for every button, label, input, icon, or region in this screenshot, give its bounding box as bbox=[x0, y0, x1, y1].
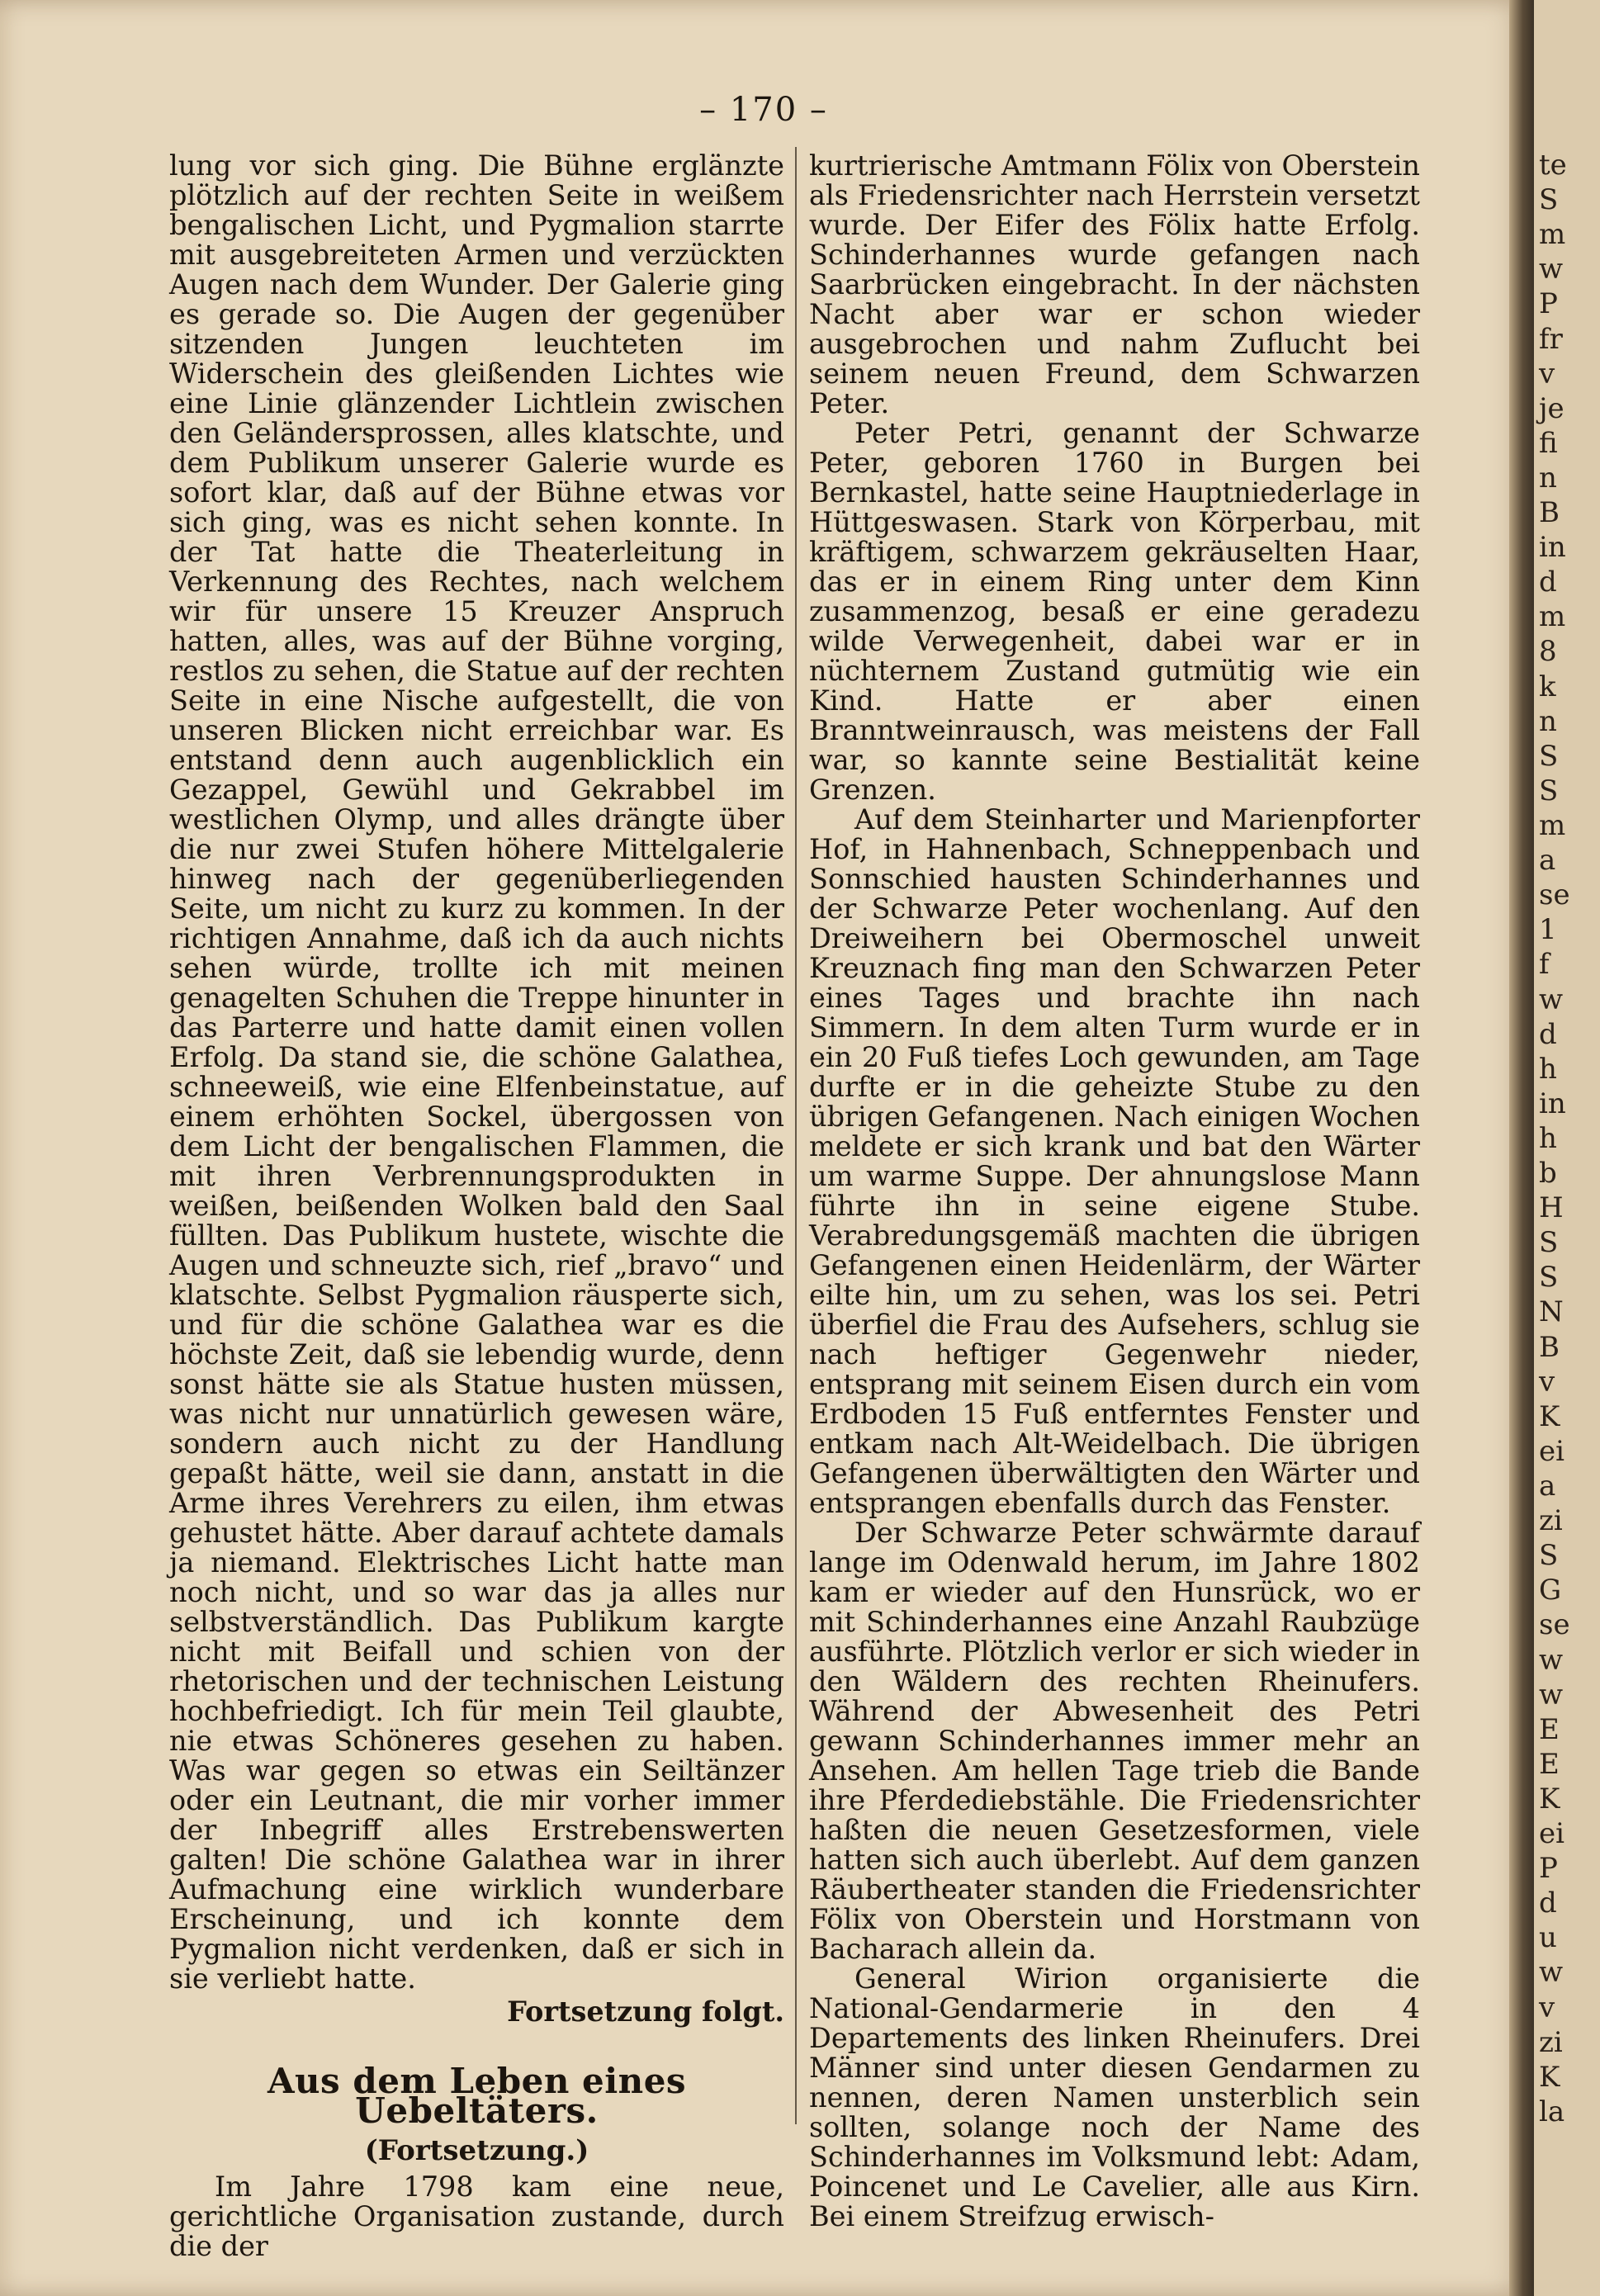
adjacent-page-fragment: S bbox=[1539, 774, 1559, 807]
adjacent-page-fragment: N bbox=[1539, 1295, 1564, 1329]
adjacent-page-fragment: K bbox=[1539, 1399, 1560, 1433]
adjacent-page-fragment: fi bbox=[1539, 426, 1558, 460]
adjacent-page-fragment: S bbox=[1539, 183, 1559, 217]
adjacent-page-fragment: la bbox=[1539, 2095, 1565, 2128]
page-number: – 170 – bbox=[699, 91, 828, 129]
adjacent-page-fragment: E bbox=[1539, 1747, 1560, 1781]
adjacent-page-fragment: te bbox=[1539, 149, 1567, 182]
adjacent-page-fragment: d bbox=[1539, 1017, 1557, 1051]
adjacent-page-fragment: 8 bbox=[1539, 635, 1557, 669]
right-paragraph-5: General Wirion organisierte die National-Gendarmerie in den 4 Departements des linken Rheinufers. Drei Männer sind unter diesen Gendarmen zu nennen, deren Namen unsterblich sein sollten, solange noch der Name des Schinderhannes im Volksmund lebt: Adam, Poincenet und Le Cavelier, alle aus Kirn. Bei einem Streifzug erwisch- bbox=[809, 1962, 1420, 2232]
adjacent-page-fragment: w bbox=[1539, 982, 1564, 1016]
adjacent-page-fragment: K bbox=[1539, 2060, 1560, 2094]
adjacent-page-fragment: v bbox=[1539, 1365, 1555, 1399]
adjacent-page-fragment: b bbox=[1539, 1157, 1557, 1191]
right-paragraph-1: kurtrierische Amtmann Fölix von Oberstein als Friedensrichter nach Herrstein versetzt wurde. Der Eifer des Fölix hatte Erfolg. Schinderhannes wurde gefangen nach Saarbrücken eingebracht. In der nächsten Nacht aber war er schon wieder ausgebrochen und nahm Zuflucht bei seinem neuen Freund, dem Schwarzen Peter. bbox=[809, 149, 1420, 419]
article-subtitle: (Fortsetzung.) bbox=[364, 2134, 589, 2167]
adjacent-page-fragment: K bbox=[1539, 1782, 1560, 1815]
left-paragraph-2: Im Jahre 1798 kam eine neue, gerichtliche Organisation zustande, durch die der bbox=[169, 2171, 784, 2262]
adjacent-page-fragment: in bbox=[1539, 1086, 1566, 1120]
book-binding-gutter bbox=[1509, 0, 1534, 2296]
adjacent-page-fragment: m bbox=[1539, 809, 1566, 842]
adjacent-page-fragment: m bbox=[1539, 600, 1566, 634]
adjacent-page-fragment: B bbox=[1539, 496, 1560, 530]
adjacent-page-fragment: u bbox=[1539, 1921, 1557, 1955]
adjacent-page-fragment: P bbox=[1539, 1852, 1558, 1886]
adjacent-page-fragment: d bbox=[1539, 566, 1557, 599]
adjacent-page-fragment: G bbox=[1539, 1574, 1562, 1607]
column-divider bbox=[795, 147, 797, 2124]
adjacent-page-fragment: f bbox=[1539, 948, 1550, 982]
adjacent-page-fragment: S bbox=[1539, 1261, 1559, 1295]
adjacent-page-fragment: w bbox=[1539, 1678, 1564, 1711]
adjacent-page-fragment: ei bbox=[1539, 1817, 1564, 1851]
adjacent-page-fragment: H bbox=[1539, 1191, 1564, 1225]
adjacent-page-fragment: P bbox=[1539, 287, 1558, 321]
adjacent-page-fragment: n bbox=[1539, 704, 1557, 738]
adjacent-page-fragment: E bbox=[1539, 1712, 1560, 1746]
adjacent-page-fragment: ei bbox=[1539, 1434, 1564, 1468]
adjacent-page-fragment: zi bbox=[1539, 2025, 1563, 2059]
adjacent-page-fragment: in bbox=[1539, 531, 1566, 565]
adjacent-page-fragment: m bbox=[1539, 218, 1566, 252]
left-column bbox=[169, 151, 784, 2261]
adjacent-page-fragment: S bbox=[1539, 1539, 1559, 1573]
adjacent-page-fragment: se bbox=[1539, 878, 1570, 912]
continuation-note: Fortsetzung folgt. bbox=[507, 1995, 784, 2028]
adjacent-page-fragment: a bbox=[1539, 844, 1556, 878]
adjacent-page-fragment: h bbox=[1539, 1052, 1557, 1086]
right-column bbox=[809, 151, 1420, 2232]
adjacent-page-fragment: 1 bbox=[1539, 913, 1557, 947]
right-paragraph-3: Auf dem Steinharter und Marienpforter Hof, in Hahnenbach, Schneppenbach und Sonnschied hausten Schinderhannes und der Schwarze Peter wochenlang. Auf den Dreiweihern bei Obermoschel unweit Kreuznach fing man den Schwarzen Peter eines Tages und brachte ihn nach Simmern. In dem alten Turm wurde er in ein 20 Fuß tiefes Loch gewunden, am Tage durfte er in die geheizte Stube zu den übrigen Gefangenen. Nach einigen Wochen meldete er sich krank und bat den Wärter um warme Suppe. Der ahnungslose Mann führte ihn in seine eigene Stube. Verabredungsgemäß machten die übrigen Gefangenen einen Heidenlärm, der Wärter eilte hin, um zu sehen, was los sei. Petri überfiel die Frau des Aufsehers, schlug sie nach heftiger Gegenwehr nieder, entsprang mit seinem Eisen durch ein vom Erdboden 15 Fuß entferntes Fenster und entkam nach Alt-Weidelbach. Die übrigen Gefangenen überwältigten den Wärter und entsprangen ebenfalls durch das Fenster. bbox=[809, 803, 1420, 1519]
adjacent-page-fragment: d bbox=[1539, 1887, 1557, 1920]
right-paragraph-4: Der Schwarze Peter schwärmte darauf lange im Odenwald herum, im Jahre 1802 kam er wieder auf den Hunsrück, wo er mit Schinderhannes eine Anzahl Raubzüge ausführte. Plötzlich verlor er sich wieder in den Wäldern des rechten Rheinufers. Während der Abwesenheit des Petri gewann Schinderhannes immer mehr an Ansehen. Am hellen Tage trieb die Bande ihre Pferdediebstähle. Die Friedensrichter haßten die neuen Gesetzesformen, viele hatten sich auch überlebt. Auf dem ganzen Räubertheater standen die Friedensrichter Fölix von Oberstein und Horstmann von Bacharach allein da. bbox=[809, 1517, 1420, 1965]
left-paragraph-1: lung vor sich ging. Die Bühne erglänzte plötzlich auf der rechten Seite in weißem bengalischen Licht, und Pygmalion starrte mit ausgebreiteten Armen und verzückten Augen nach dem Wunder. Der Galerie ging es gerade so. Die Augen der gegenüber sitzenden Jungen leuchteten im Widerschein des gleißenden Lichtes wie eine Linie glänzender Lichtlein zwischen den Geländersprossen, alles klatschte, und dem Publikum unserer Galerie wurde es sofort klar, daß auf der Bühne etwas vor sich ging, was es nicht sehen konnte. In der Tat hatte die Theaterleitung in Verkennung des Rechtes, nach welchem wir für unsere 15 Kreuzer Anspruch hatten, alles, was auf der Bühne vorging, restlos zu sehen, die Statue auf der rechten Seite in eine Nische aufgestellt, die von unseren Blicken nicht erreichbar war. Es entstand denn auch augenblicklich ein Gezappel, Gewühl und Gekrabbel im westlichen Olymp, und alles drängte über die nur zwei Stufen höhere Mittelgalerie hinweg nach der gegenüberliegenden Seite, um nicht zu kurz zu kommen. In der richtigen Annahme, daß ich da auch nichts sehen würde, trollte ich mit meinen genagelten Schuhen die Treppe hinunter in das Parterre und hatte damit einen vollen Erfolg. Da stand sie, die schöne Galathea, schneeweiß, wie eine Elfenbeinstatue, auf einem erhöhten Sockel, übergossen von dem Licht der bengalischen Flammen, die mit ihren Verbrennungsprodukten in weißen, beißenden Wolken bald den Saal füllten. Das Publikum hustete, wischte die Augen und schneuzte sich, rief „bravo“ und klatschte. Selbst Pygmalion räusperte sich, und für die schöne Galathea war es die höchste Zeit, daß sie lebendig wurde, denn sonst hätte sie als Statue husten müssen, was nicht nur unnatürlich gewesen wäre, sondern auch nicht zu der Handlung gepaßt hätte, weil sie dann, anstatt in die Arme ihres Verehrers zu eilen, ihm etwas gehustet hätte. Aber darauf achtete damals ja niemand. Elektrisches Licht hatte man noch nicht, und so war das ja alles nur selbstverständlich. Das Publikum kargte nicht mit Beifall und schien von der rhetorischen und der technischen Leistung hochbefriedigt. Ich für mein Teil glaubte, nie etwas Schöneres gesehen zu haben. Was war gegen so etwas ein Seiltänzer oder ein Leutnant, die mir vorher immer der Inbegriff alles Erstrebenswerten galten! Die schöne Galathea war in ihrer Aufmachung eine wirklich wunderbare Erscheinung, und ich konnte dem Pygmalion nicht verdenken, daß er sich in sie verliebt hatte. bbox=[169, 149, 784, 1995]
adjacent-page-fragment: w bbox=[1539, 1956, 1564, 1990]
adjacent-page-fragment: se bbox=[1539, 1608, 1570, 1642]
adjacent-page-fragment: S bbox=[1539, 1226, 1559, 1260]
adjacent-page-fragment: w bbox=[1539, 253, 1564, 286]
adjacent-page-edge bbox=[1534, 0, 1600, 2296]
adjacent-page-fragment: v bbox=[1539, 1991, 1555, 2024]
adjacent-page-fragment: S bbox=[1539, 739, 1559, 773]
adjacent-page-fragment: v bbox=[1539, 357, 1555, 391]
adjacent-page-fragment: w bbox=[1539, 1643, 1564, 1677]
adjacent-page-fragment: je bbox=[1539, 391, 1564, 425]
adjacent-page-fragment: n bbox=[1539, 461, 1557, 495]
adjacent-page-fragment: B bbox=[1539, 1330, 1560, 1364]
adjacent-page-fragment: zi bbox=[1539, 1504, 1563, 1538]
adjacent-page-fragment: k bbox=[1539, 670, 1556, 703]
article-title: Aus dem Leben eines Uebeltäters. bbox=[267, 2061, 687, 2131]
adjacent-page-fragment: h bbox=[1539, 1121, 1557, 1155]
adjacent-page-fragment: a bbox=[1539, 1470, 1556, 1503]
right-paragraph-2: Peter Petri, genannt der Schwarze Peter, geboren 1760 in Burgen bei Bernkastel, hatte seine Hauptniederlage in Hüttgeswasen. Stark von Körperbau, mit kräftigem, schwarzem gekräuselten Haar, das er in einem Ring unter dem Kinn zusammenzog, besaß er eine geradezu wilde Verwegenheit, dabei war er in nüchternem Zustand gutmütig wie ein Kind. Hatte er aber einen Branntweinrausch, was meistens der Fall war, so kannte seine Bestialität keine Grenzen. bbox=[809, 417, 1420, 806]
adjacent-page-fragment: fr bbox=[1539, 322, 1563, 356]
